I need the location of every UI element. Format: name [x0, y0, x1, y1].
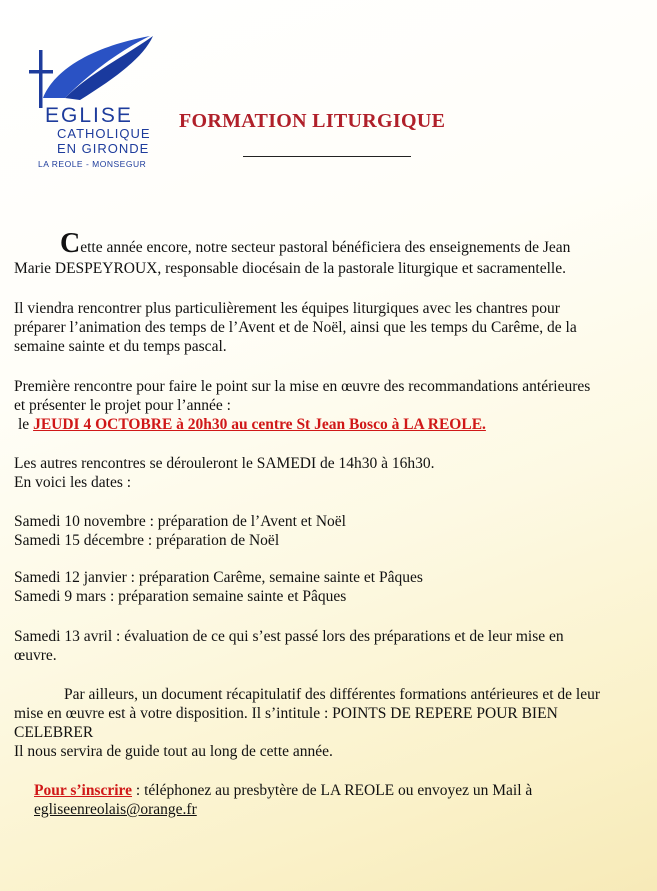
date-item: Samedi 9 mars : préparation semaine sainte et Pâques: [14, 588, 347, 605]
intro-line-1-text: ette année encore, notre secteur pastoral bénéficiera des enseignements de Jean: [80, 239, 571, 256]
document-line-2: mise en œuvre est à votre disposition. Il s’intitule : POINTS DE REPERE POUR BIEN: [14, 705, 558, 722]
date-item: Samedi 15 décembre : préparation de Noël: [14, 532, 280, 549]
first-meeting-prefix: le: [18, 416, 34, 433]
first-meeting-line-3: [18, 415, 486, 434]
signup-email[interactable]: [34, 800, 197, 819]
email-link[interactable]: egliseenreolais@orange.fr: [34, 801, 197, 818]
logo-line-eglise: EGLISE: [45, 104, 133, 127]
intro-line-2: Marie DESPEYROUX, responsable diocésain de la pastorale liturgique et sacramentelle.: [14, 260, 566, 277]
signup-line: [34, 781, 532, 800]
logo-swoosh-cross-icon: [25, 28, 175, 108]
date-item: œuvre.: [14, 647, 57, 664]
page-title: FORMATION LITURGIQUE: [179, 110, 446, 132]
logo-line-catholique: CATHOLIQUE: [57, 126, 151, 141]
visit-line-3: semaine sainte et du temps pascal.: [14, 338, 227, 355]
first-meeting-line-2: et présenter le projet pour l’année :: [14, 397, 231, 414]
intro-line-1: [60, 228, 571, 259]
others-line-2: En voici les dates :: [14, 474, 132, 491]
document-line-3: CELEBRER: [14, 724, 94, 741]
logo-line-gironde: EN GIRONDE: [57, 141, 150, 156]
date-item: Samedi 10 novembre : préparation de l’Avent et Noël: [14, 513, 346, 530]
date-item: Samedi 12 janvier : préparation Carême, semaine sainte et Pâques: [14, 569, 423, 586]
signup-label: Pour s’inscrire: [34, 782, 133, 799]
signup-text: : téléphonez au presbytère de LA REOLE ou envoyez un Mail à: [132, 782, 533, 799]
others-line-1: Les autres rencontres se dérouleront le SAMEDI de 14h30 à 16h30.: [14, 455, 435, 472]
first-meeting-line-1: Première rencontre pour faire le point sur la mise en œuvre des recommandations antérieures: [14, 378, 591, 395]
visit-line-1: Il viendra rencontrer plus particulièrement les équipes liturgiques avec les chantres pour: [14, 300, 560, 317]
first-meeting-highlight: JEUDI 4 OCTOBRE à 20h30 au centre St Jean Bosco à LA REOLE.: [33, 416, 486, 433]
document-line-4: Il nous servira de guide tout au long de cette année.: [14, 743, 333, 760]
diocese-logo: [25, 28, 175, 173]
intro-dropcap: C: [60, 228, 81, 259]
logo-line-parish: LA REOLE - MONSEGUR: [38, 159, 147, 169]
date-item: Samedi 13 avril : évaluation de ce qui s’est passé lors des préparations et de leur mise en: [14, 628, 564, 645]
title-underline: [243, 156, 411, 157]
visit-line-2: préparer l’animation des temps de l’Avent et de Noël, ainsi que les temps du Carême, de la: [14, 319, 577, 336]
document-line-1: Par ailleurs, un document récapitulatif des différentes formations antérieures et de leur: [64, 686, 600, 703]
